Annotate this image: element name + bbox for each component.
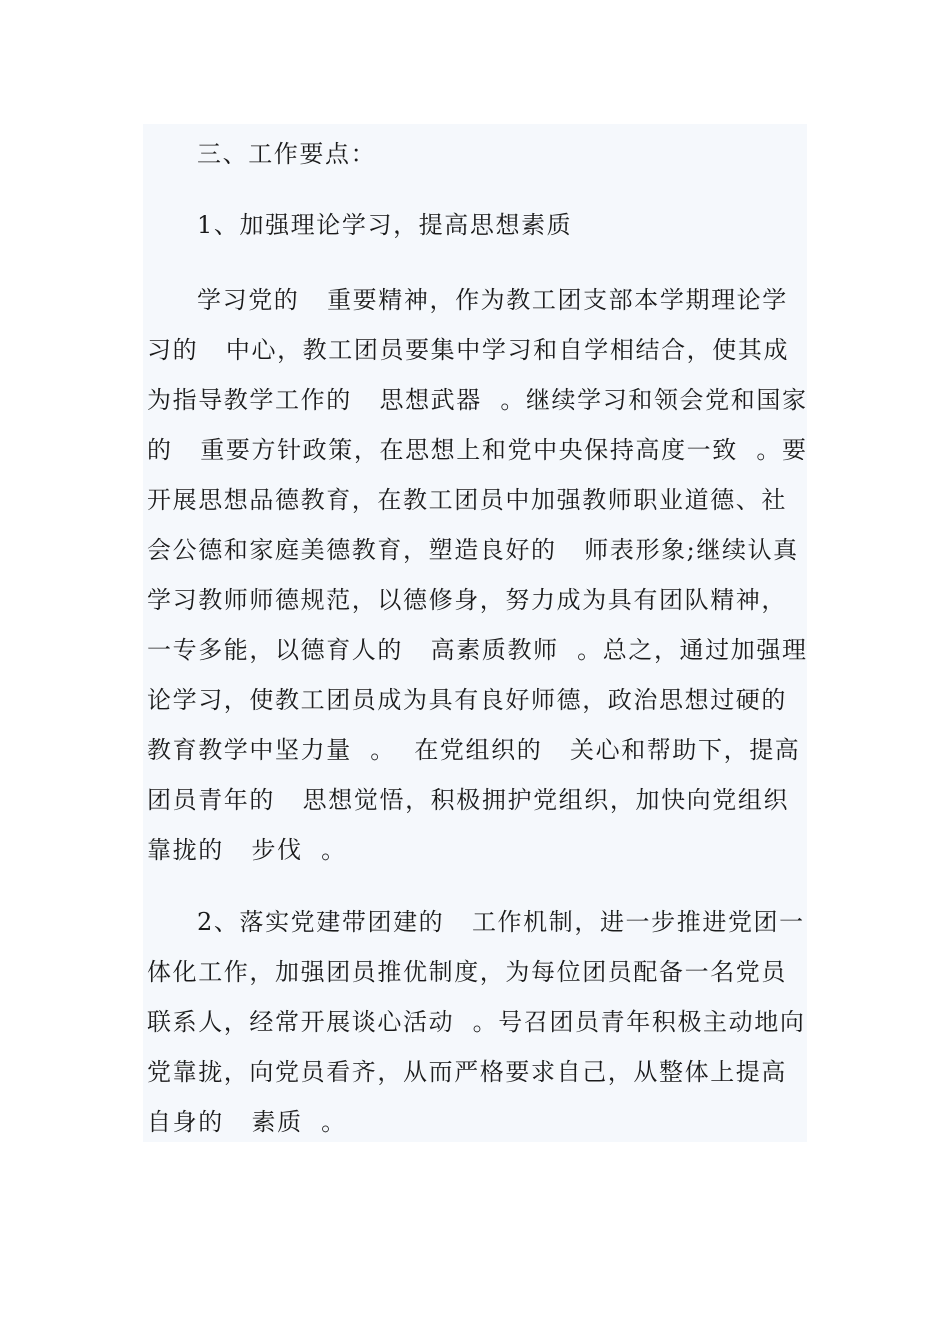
paragraph-line: 联系人，经常开展谈心活动 。号召团员青年积极主动地向 bbox=[147, 1008, 806, 1036]
paragraph-line: 体化工作，加强团员推优制度，为每位团员配备一名党员 bbox=[147, 958, 787, 986]
paragraph-line: 2、落实党建带团建的 工作机制，进一步推进党团一 bbox=[197, 908, 805, 936]
paragraph-line: 论学习，使教工团员成为具有良好师德，政治思想过硬的 bbox=[147, 686, 787, 714]
paragraph-line: 学习教师师德规范，以德修身，努力成为具有团队精神， bbox=[147, 586, 787, 614]
paragraph-line: 党靠拢，向党员看齐，从而严格要求自己，从整体上提高 bbox=[147, 1058, 787, 1086]
paragraph-line: 习的 中心，教工团员要集中学习和自学相结合，使其成 bbox=[147, 336, 790, 364]
section-heading: 三、工作要点： bbox=[197, 140, 377, 168]
paragraph-line: 团员青年的 思想觉悟，积极拥护党组织，加快向党组织 bbox=[147, 786, 790, 814]
section-1-title: 1、加强理论学习，提高思想素质 bbox=[197, 211, 573, 239]
paragraph-line: 教育教学中坚力量 。 在党组织的 关心和帮助下，提高 bbox=[147, 736, 801, 764]
paragraph-line: 一专多能，以德育人的 高素质教师 。总之，通过加强理 bbox=[147, 636, 808, 664]
paragraph-line: 为指导教学工作的 思想武器 。继续学习和领会党和国家 bbox=[147, 386, 808, 414]
paragraph-line: 学习党的 重要精神，作为教工团支部本学期理论学 bbox=[197, 286, 788, 314]
paragraph-line: 自身的 素质 。 bbox=[147, 1108, 347, 1136]
document-page bbox=[143, 124, 807, 1142]
paragraph-line: 开展思想品德教育，在教工团员中加强教师职业道德、社 bbox=[147, 486, 787, 514]
paragraph-line: 的 重要方针政策，在思想上和党中央保持高度一致 。要 bbox=[147, 436, 808, 464]
paragraph-line: 会公德和家庭美德教育，塑造良好的 师表形象;继续认真 bbox=[147, 536, 799, 564]
paragraph-line: 靠拢的 步伐 。 bbox=[147, 836, 347, 864]
